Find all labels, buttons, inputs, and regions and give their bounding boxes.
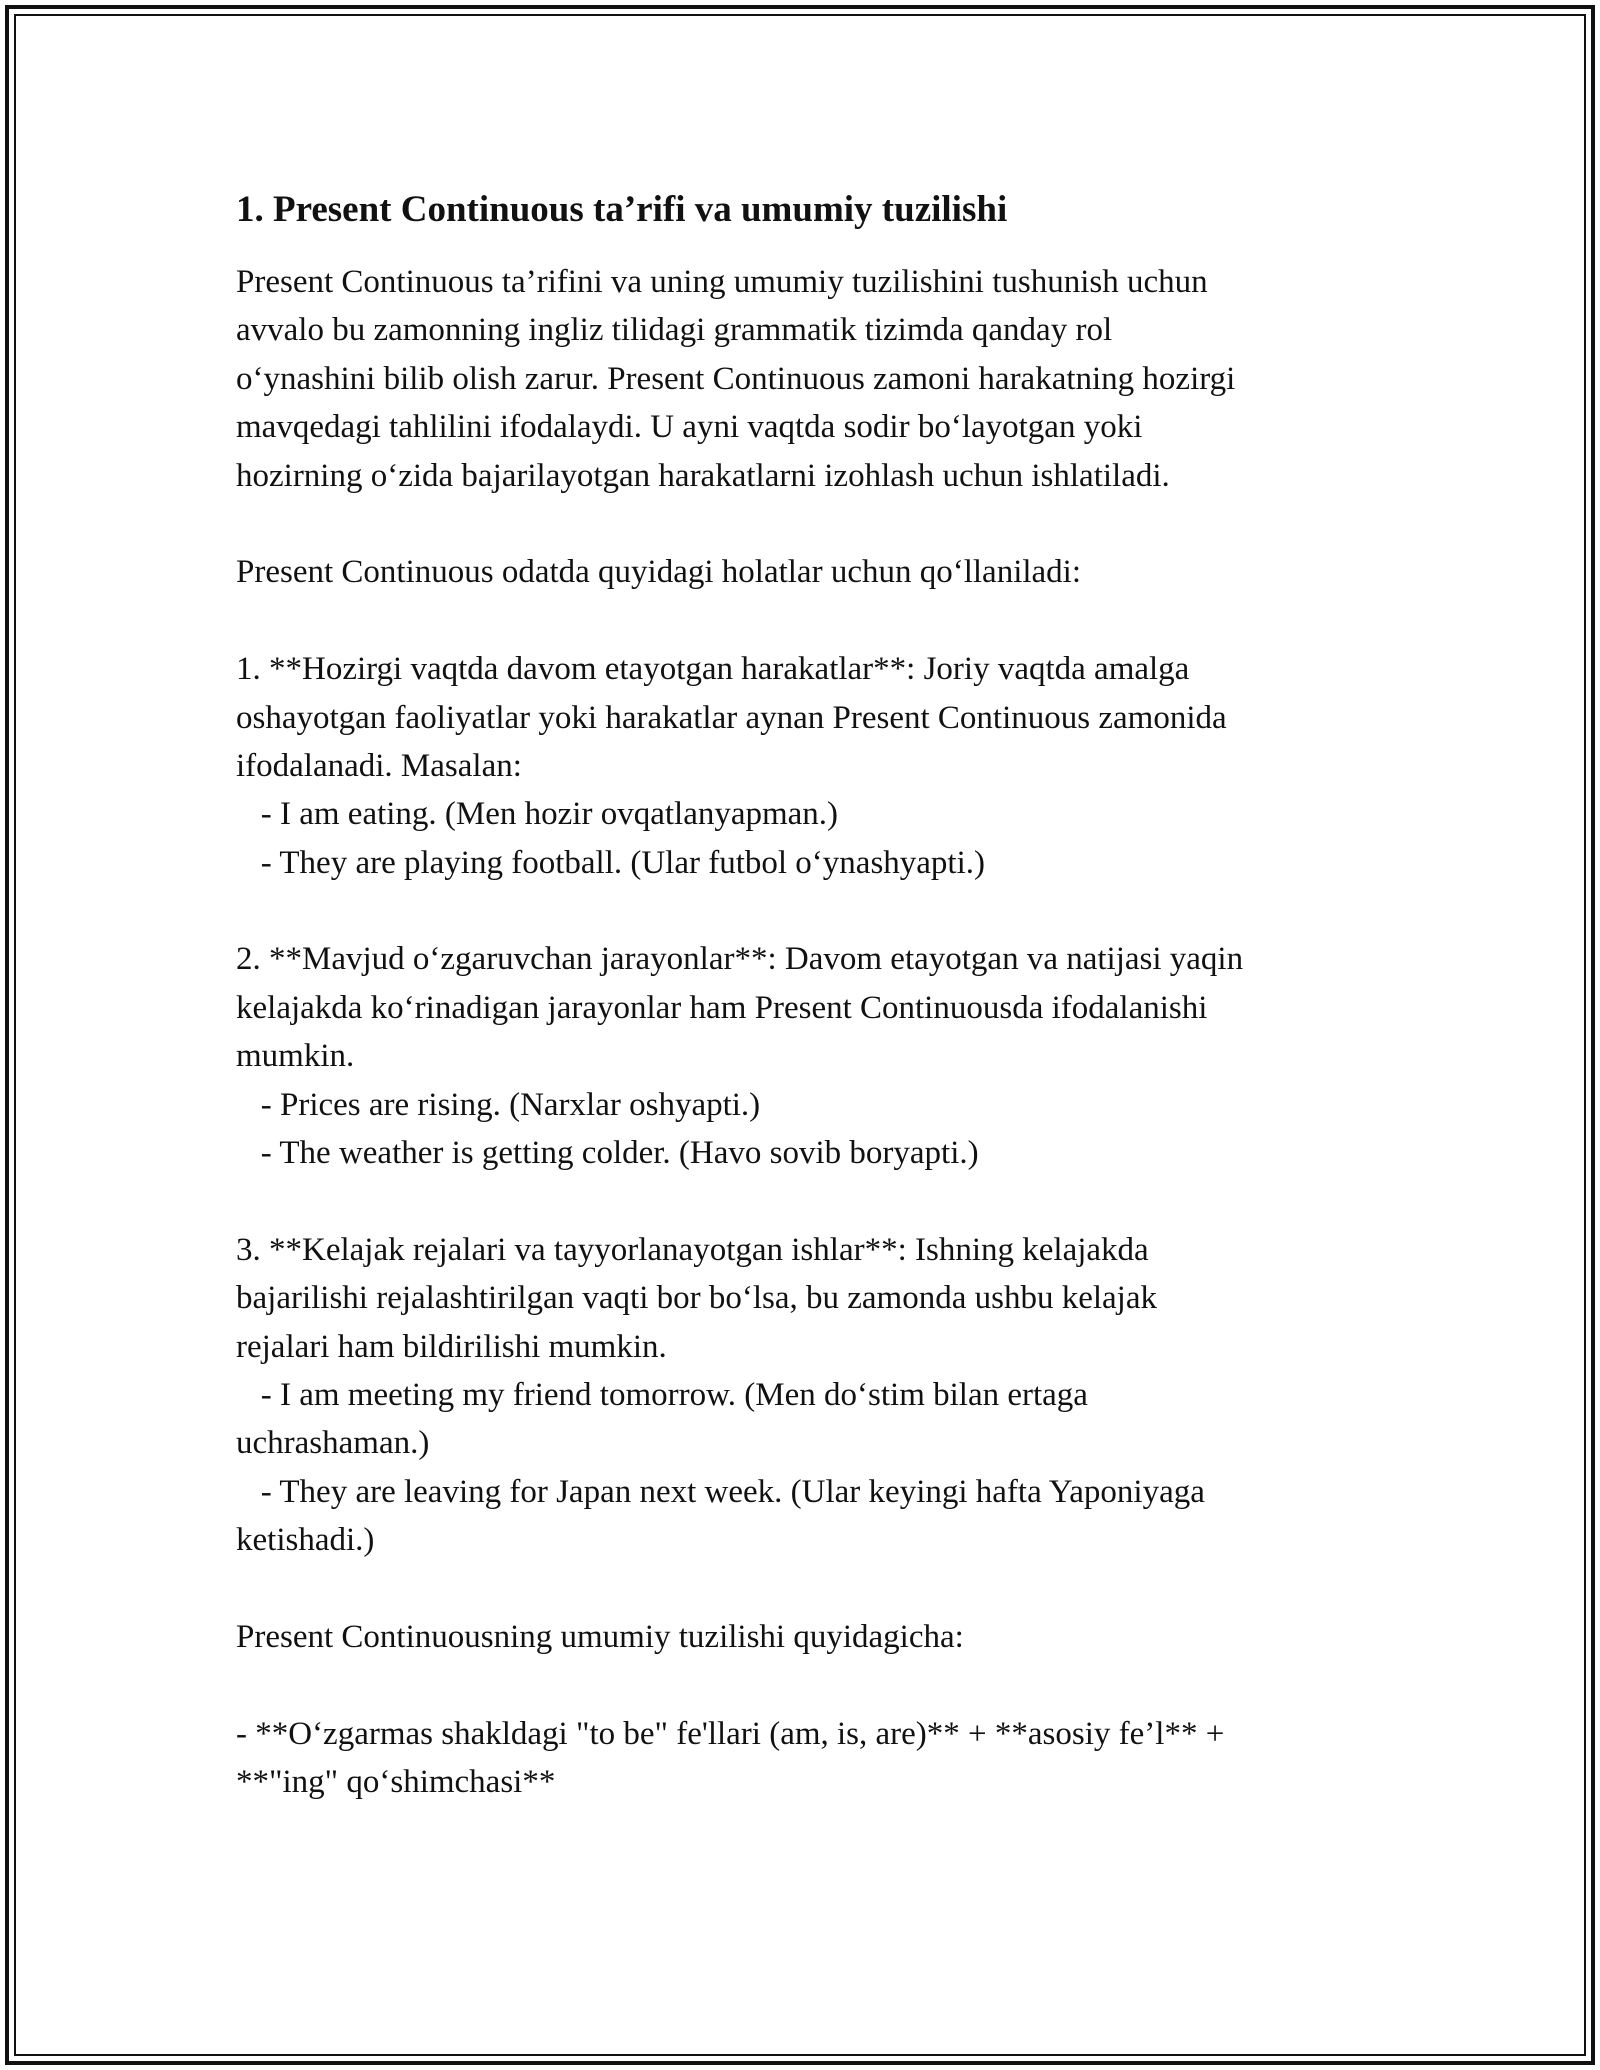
text-line: - I am eating. (Men hozir ovqatlanyapman.) (236, 796, 839, 833)
text-line: **"ing" qo‘shimchasi** (236, 1764, 556, 1801)
paragraph-list (236, 258, 1366, 1807)
text-line: - They are playing football. (Ular futbol o‘ynashyapti.) (236, 844, 986, 881)
paragraph (236, 935, 1366, 1177)
text-line: mumkin. (236, 1038, 355, 1075)
text-line: hozirning o‘zida bajarilayotgan harakatlarni izohlash uchun ishlatiladi. (236, 457, 1170, 494)
text-line: o‘ynashini bilib olish zarur. Present Continuous zamoni harakatning hozirgi (236, 360, 1236, 397)
paragraph (236, 1226, 1366, 1565)
text-line: rejalari ham bildirilishi mumkin. (236, 1328, 667, 1365)
text-line: 3. **Kelajak rejalari va tayyorlanayotgan ishlar**: Ishning kelajakda (236, 1231, 1149, 1268)
paragraph-gap (236, 1661, 1366, 1709)
paragraph-gap (236, 597, 1366, 645)
text-line: bajarilishi rejalashtirilgan vaqti bor bo‘lsa, bu zamonda ushbu kelajak (236, 1280, 1157, 1317)
paragraph-gap (236, 887, 1366, 935)
text-line: Present Continuousning umumiy tuzilishi quyidagicha: (236, 1618, 964, 1655)
text-line: - The weather is getting colder. (Havo sovib boryapti.) (236, 1135, 979, 1172)
text-line: oshayotgan faoliyatlar yoki harakatlar aynan Present Continuous zamonida (236, 699, 1227, 736)
document-body (236, 186, 1366, 1807)
text-line: kelajakda ko‘rinadigan jarayonlar ham Present Continuousda ifodalanishi (236, 989, 1208, 1026)
paragraph-gap (236, 500, 1366, 548)
paragraph-gap (236, 1565, 1366, 1613)
text-line: - Prices are rising. (Narxlar oshyapti.) (236, 1086, 761, 1123)
text-line: 1. **Hozirgi vaqtda davom etayotgan harakatlar**: Joriy vaqtda amalga (236, 651, 1190, 688)
text-line: uchrashaman.) (236, 1425, 430, 1462)
paragraph (236, 548, 1366, 596)
text-line: - **O‘zgarmas shakldagi "to be" fe'llari (am, is, are)** + **asosiy fe’l** + (236, 1715, 1225, 1752)
text-line: Present Continuous ta’rifini va uning umumiy tuzilishini tushunish uchun (236, 264, 1208, 300)
text-line: - They are leaving for Japan next week. (Ular keyingi hafta Yaponiyaga (236, 1473, 1205, 1510)
paragraph (236, 645, 1366, 887)
text-line: 2. **Mavjud o‘zgaruvchan jarayonlar**: Davom etayotgan va natijasi yaqin (236, 941, 1244, 978)
text-line: ifodalanadi. Masalan: (236, 747, 522, 784)
text-line: avvalo bu zamonning ingliz tilidagi grammatik tizimda qanday rol (236, 312, 1113, 349)
text-line: Present Continuous odatda quyidagi holatlar uchun qo‘llaniladi: (236, 554, 1082, 591)
text-line: ketishadi.) (236, 1522, 375, 1559)
paragraph-gap (236, 1177, 1366, 1225)
section-heading: 1. Present Continuous ta’rifi va umumiy tuzilishi (236, 189, 1008, 230)
paragraph (236, 258, 1366, 500)
text-line: - I am meeting my friend tomorrow. (Men do‘stim bilan ertaga (236, 1376, 1088, 1413)
paragraph (236, 1710, 1366, 1807)
text-line: mavqedagi tahlilini ifodalaydi. U ayni vaqtda sodir bo‘layotgan yoki (236, 409, 1143, 446)
paragraph (236, 1613, 1366, 1661)
